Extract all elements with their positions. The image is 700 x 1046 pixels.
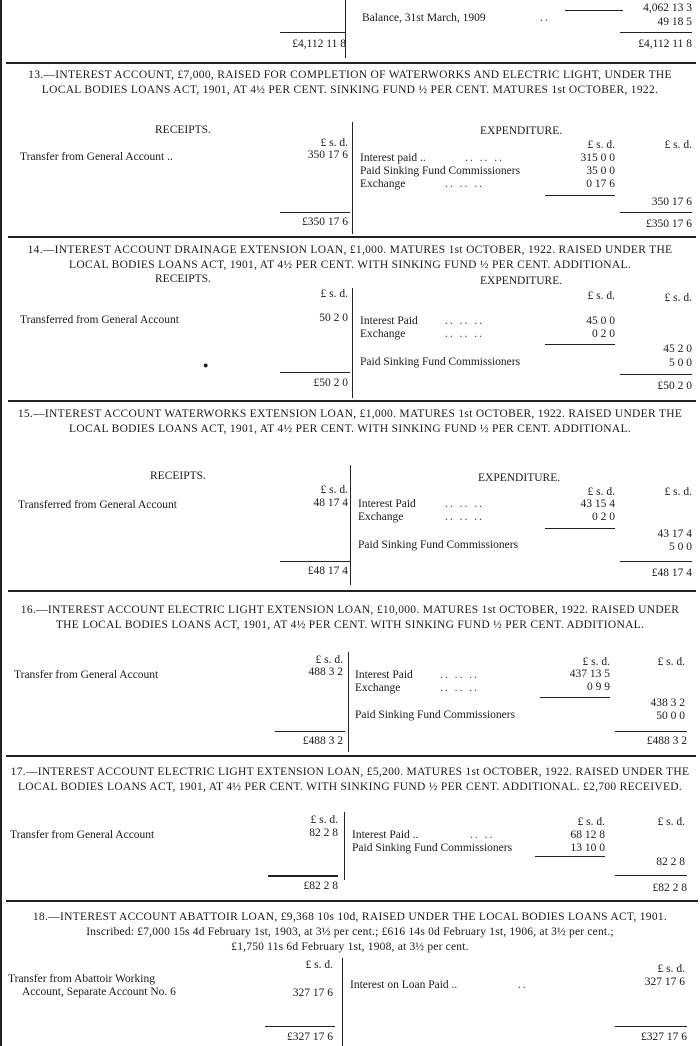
rule — [620, 212, 692, 213]
rule — [280, 561, 350, 562]
rule — [615, 1026, 687, 1027]
receipts-heading: RECEIPTS. — [155, 124, 211, 136]
rule — [280, 32, 345, 33]
lsd-header: £ s. d. — [664, 486, 692, 498]
rule — [545, 344, 615, 345]
rule — [620, 561, 692, 562]
total-left: £327 17 6 — [287, 1031, 333, 1043]
lsd-header: £ s. d. — [657, 816, 685, 828]
lsd-header: £ s. d. — [664, 139, 692, 151]
amount: 4,062 13 3 — [643, 2, 692, 14]
exp-amount: 0 9 9 — [587, 681, 610, 693]
rule — [275, 731, 345, 732]
lsd-header: £ s. d. — [305, 959, 333, 971]
rule — [280, 212, 350, 213]
sinking-fund-label: Paid Sinking Fund Commissioners — [355, 709, 516, 721]
lsd-header: £ s. d. — [587, 139, 615, 151]
section-subtitle: £1,750 11s 6d February 1st, 1908, at 3½ per cent. — [231, 941, 469, 953]
receipt-item: Transferred from General Account — [20, 314, 179, 326]
lsd-header: £ s. d. — [310, 814, 338, 826]
exp-item: Exchange — [358, 511, 404, 523]
leader-dots: .. .. .. — [440, 669, 479, 681]
expenditure-heading: EXPENDITURE. — [478, 472, 561, 484]
rule — [540, 697, 610, 698]
exp-item: Exchange — [360, 178, 406, 190]
exp-subtotal: 438 3 2 — [650, 697, 685, 709]
total-right: £488 3 2 — [646, 735, 687, 747]
leader-dots: .. .. .. — [445, 178, 484, 190]
leader-dots: .. — [540, 12, 550, 24]
exp-amount: 35 0 0 — [586, 165, 615, 177]
rule — [615, 731, 687, 732]
receipt-item: Account, Separate Account No. 6 — [22, 986, 176, 998]
section-subtitle: Inscribed: £7,000 15s 4d February 1st, 1903, at 3½ per cent.; £616 14s 0d February 1st, 1906, at 3½ per cent.; — [86, 926, 614, 938]
total-right: £82 2 8 — [652, 882, 687, 894]
column-divider — [352, 122, 353, 234]
rule — [615, 875, 687, 876]
exp-amount: 315 0 0 — [580, 152, 615, 164]
exp-amount: 0 2 0 — [592, 328, 615, 340]
section-divider — [6, 62, 696, 64]
section-title: 18.—INTEREST ACCOUNT ABATTOIR LOAN, £9,368 10s 10d, RAISED UNDER THE LOCAL BODIES LOANS ACT, 1901. — [32, 911, 668, 923]
total-left: £488 3 2 — [302, 735, 343, 747]
rule — [535, 856, 605, 857]
receipt-amount: 82 2 8 — [309, 827, 338, 839]
column-divider — [352, 288, 353, 398]
total-left: £48 17 4 — [307, 565, 348, 577]
exp-item: Interest Paid — [358, 498, 416, 510]
total-right: £4,112 11 8 — [638, 38, 692, 50]
lsd-header: £ s. d. — [315, 654, 343, 666]
section-title: 15.—INTEREST ACCOUNT WATERWORKS EXTENSION LOAN, £1,000. MATURES 1st OCTOBER, 1922. RAISED UNDER THE LOCAL BODIES LOANS ACT, 1901, AT 4½ PER CENT. WITH SINKING FUND ½ PER CENT. ADDITIONAL. — [17, 408, 683, 435]
column-divider — [344, 812, 345, 880]
exp-amount: 43 15 4 — [580, 498, 615, 510]
lsd-header: £ s. d. — [657, 963, 685, 975]
exp-subtotal: 350 17 6 — [651, 196, 692, 208]
total-right: £50 2 0 — [657, 380, 692, 392]
leader-dots: .. — [518, 979, 528, 991]
exp-item: Interest paid .. — [360, 152, 426, 164]
receipt-amount: 488 3 2 — [308, 666, 343, 678]
exp-item: Paid Sinking Fund Commissioners — [360, 165, 521, 177]
rule — [265, 1026, 335, 1027]
column-divider — [348, 652, 349, 752]
exp-item: Paid Sinking Fund Commissioners — [352, 842, 513, 854]
page-left-border — [0, 0, 2, 1046]
lsd-header: £ s. d. — [657, 656, 685, 668]
section-divider — [8, 400, 696, 402]
receipt-amount: 48 17 4 — [313, 497, 348, 509]
receipts-heading: RECEIPTS. — [155, 273, 211, 285]
leader-dots: .. .. .. — [445, 498, 484, 510]
expenditure-heading: EXPENDITURE. — [480, 275, 563, 287]
exp-amount: 5 0 0 — [669, 541, 692, 553]
exp-item: Interest on Loan Paid .. — [350, 979, 458, 991]
amount: 49 18 5 — [657, 16, 692, 28]
exp-item: Interest Paid — [360, 315, 418, 327]
lsd-header: £ s. d. — [587, 486, 615, 498]
exp-amount: 437 13 5 — [569, 668, 610, 680]
receipt-item: Transfer from General Account — [14, 669, 159, 681]
leader-dots: .. .. .. — [465, 152, 504, 164]
total-right: £48 17 4 — [651, 567, 692, 579]
total-right: £327 17 6 — [641, 1031, 687, 1043]
section-title: 13.—INTEREST ACCOUNT, £7,000, RAISED FOR COMPLETION OF WATERWORKS AND ELECTRIC LIGHT, UNDER THE LOCAL BODIES LOANS ACT, 1901, AT 4½ PER CENT. SINKING FUND ½ PER CENT. MATURES 1st OCTOBER, 1922. — [28, 69, 672, 96]
rule — [545, 528, 615, 529]
exp-subtotal: 45 2 0 — [663, 343, 692, 355]
exp-item: Interest Paid — [355, 669, 413, 681]
leader-dots: .. .. .. — [445, 328, 484, 340]
exp-subtotal: 43 17 4 — [657, 528, 692, 540]
sinking-fund-label: Paid Sinking Fund Commissioners — [360, 356, 521, 368]
receipt-amount: 327 17 6 — [292, 987, 333, 999]
exp-amount: 68 12 8 — [570, 829, 605, 841]
exp-amount: 0 17 6 — [586, 178, 615, 190]
section-divider — [8, 236, 696, 238]
receipt-item: Transfer from Abattoir Working — [8, 973, 155, 985]
exp-amount: 327 17 6 — [644, 976, 685, 988]
leader-dots: .. .. .. — [445, 315, 484, 327]
exp-amount: 50 0 0 — [656, 710, 685, 722]
exp-amount: 13 10 0 — [570, 842, 605, 854]
section-divider — [6, 900, 698, 902]
rule — [280, 372, 350, 373]
column-divider — [342, 958, 343, 1046]
receipts-heading: RECEIPTS. — [150, 470, 206, 482]
total-left: £82 2 8 — [303, 880, 338, 892]
lsd-header: £ s. d. — [582, 656, 610, 668]
rule — [545, 195, 615, 196]
rule — [620, 374, 692, 375]
leader-dots: .. .. .. — [440, 682, 479, 694]
rule — [620, 32, 692, 33]
total-left: £4,112 11 8 — [292, 38, 346, 50]
lsd-header: £ s. d. — [320, 484, 348, 496]
lsd-header: £ s. d. — [587, 290, 615, 302]
receipt-item: Transfer from General Account .. — [20, 151, 173, 163]
total-left: £50 2 0 — [313, 377, 348, 389]
total-left: £350 17 6 — [302, 216, 348, 228]
lsd-header: £ s. d. — [320, 288, 348, 300]
column-divider — [350, 465, 351, 585]
sinking-fund-label: Paid Sinking Fund Commissioners — [358, 539, 519, 551]
total-right: £350 17 6 — [646, 218, 692, 230]
expenditure-heading: EXPENDITURE. — [480, 125, 563, 137]
section-divider — [8, 590, 696, 592]
rule — [268, 875, 338, 877]
exp-item: Interest Paid .. — [352, 829, 419, 841]
exp-subtotal: 82 2 8 — [656, 856, 685, 868]
lsd-header: £ s. d. — [320, 137, 348, 149]
leader-dots: .. .. .. — [445, 511, 484, 523]
receipt-item: Transferred from General Account — [18, 499, 177, 511]
section-title: 17.—INTEREST ACCOUNT ELECTRIC LIGHT EXTENSION LOAN, £5,200. MATURES 1st OCTOBER, 1922. RAISED UNDER THE LOCAL BODIES LOANS ACT, 1901, AT 4½ PER CENT. WITH SINKING FUND ½ PER CENT. ADDITIONAL. £2,700 RECEIVED. — [10, 766, 690, 793]
lsd-header: £ s. d. — [577, 816, 605, 828]
receipt-item: Transfer from General Account — [10, 829, 155, 841]
section-divider — [6, 755, 696, 757]
leader-dots: .. .. — [470, 829, 495, 841]
receipt-amount: 50 2 0 — [319, 312, 348, 324]
exp-amount: 0 2 0 — [592, 511, 615, 523]
exp-amount: 5 0 0 — [669, 357, 692, 369]
lsd-header: £ s. d. — [664, 292, 692, 304]
ink-dot: ● — [203, 360, 209, 370]
exp-amount: 45 0 0 — [586, 315, 615, 327]
exp-item: Exchange — [360, 328, 406, 340]
exp-item: Exchange — [355, 682, 401, 694]
balance-label: Balance, 31st March, 1909 — [362, 12, 486, 24]
receipt-amount: 350 17 6 — [307, 149, 348, 161]
section-title: 16.—INTEREST ACCOUNT ELECTRIC LIGHT EXTENSION LOAN, £10,000. MATURES 1st OCTOBER, 1922. RAISED UNDER THE LOCAL BODIES LOANS ACT, 1901, AT 4½ PER CENT. WITH SINKING FUND ½ PER CENT. ADDITIONAL. — [20, 604, 680, 631]
section-title: 14.—INTEREST ACCOUNT DRAINAGE EXTENSION LOAN, £1,000. MATURES 1st OCTOBER, 1922. RAISED UNDER THE LOCAL BODIES LOANS ACT, 1901, AT 4½ PER CENT. WITH SINKING FUND ½ PER CENT. ADDITIONAL. — [27, 244, 673, 271]
